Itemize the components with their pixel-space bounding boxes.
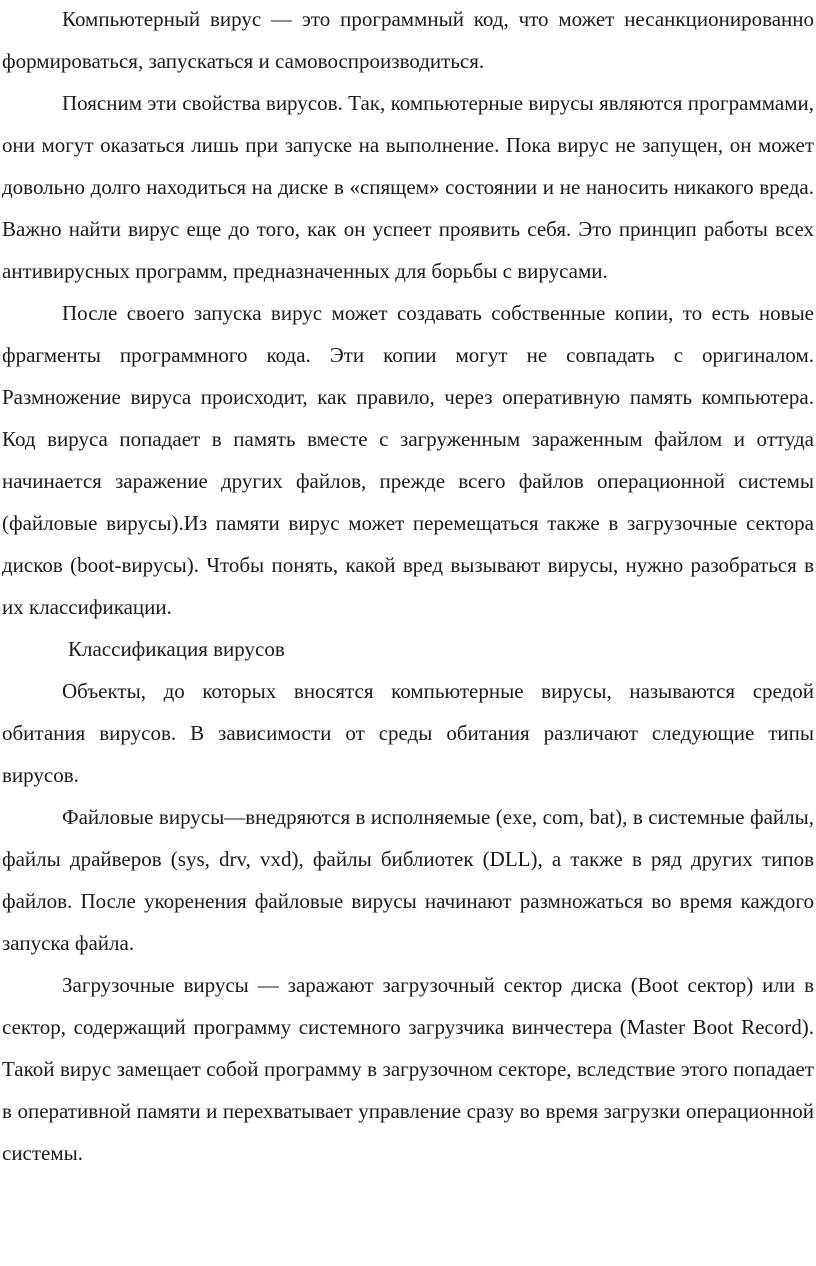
paragraph-virus-properties: Поясним эти свойства вирусов. Так, компьютерные вирусы являются программами, они могут оказаться лишь при запуске на выполнение. Пока вирус не запущен, он может довольно долго находиться на диске в «спящем» состоянии и не наносить никакого вреда. Важно найти вирус еще до того, как он успеет проявить себя. Это принцип работы всех антивирусных программ, предназначенных для борьбы с вирусами.: [2, 91, 814, 283]
paragraph-boot-viruses: Загрузочные вирусы — заражают загрузочный сектор диска (Boot сектор) или в сектор, содержащий программу системного загрузчика винчестера (Master Boot Record). Такой вирус замещает собой программу в загрузочном секторе, вследствие этого попадает в оперативной памяти и перехватывает управление сразу во время загрузки операционной системы.: [2, 973, 814, 1165]
paragraph-habitat: Объекты, до которых вносятся компьютерные вирусы, называются средой обитания вирусов. В зависимости от среды обитания различают следующие типы вирусов.: [2, 679, 814, 787]
paragraph-virus-replication: После своего запуска вирус может создавать собственные копии, то есть новые фрагменты программного кода. Эти копии могут не совпадать с оригиналом. Размножение вируса происходит, как правило, через оперативную память компьютера. Код вируса попадает в память вместе с загруженным зараженным файлом и оттуда начинается заражение других файлов, прежде всего файлов операционной системы (файловые вирусы).Из памяти вирус может перемещаться также в загрузочные сектора дисков (boot-вирусы). Чтобы понять, какой вред вызывают вирусы, нужно разобраться в их классификации.: [2, 301, 814, 619]
paragraph-virus-definition: Компьютерный вирус — это программный код, что может несанкционированно формироваться, запускаться и самовоспроизводиться.: [2, 7, 814, 73]
paragraph-file-viruses: Файловые вирусы—внедряются в исполняемые (exe, com, bat), в системные файлы, файлы драйверов (sys, drv, vxd), файлы библиотек (DLL), а также в ряд других типов файлов. После укоренения файловые вирусы начинают размножаться во время каждого запуска файла.: [2, 805, 814, 955]
section-heading-classification: Классификация вирусов: [68, 637, 285, 661]
